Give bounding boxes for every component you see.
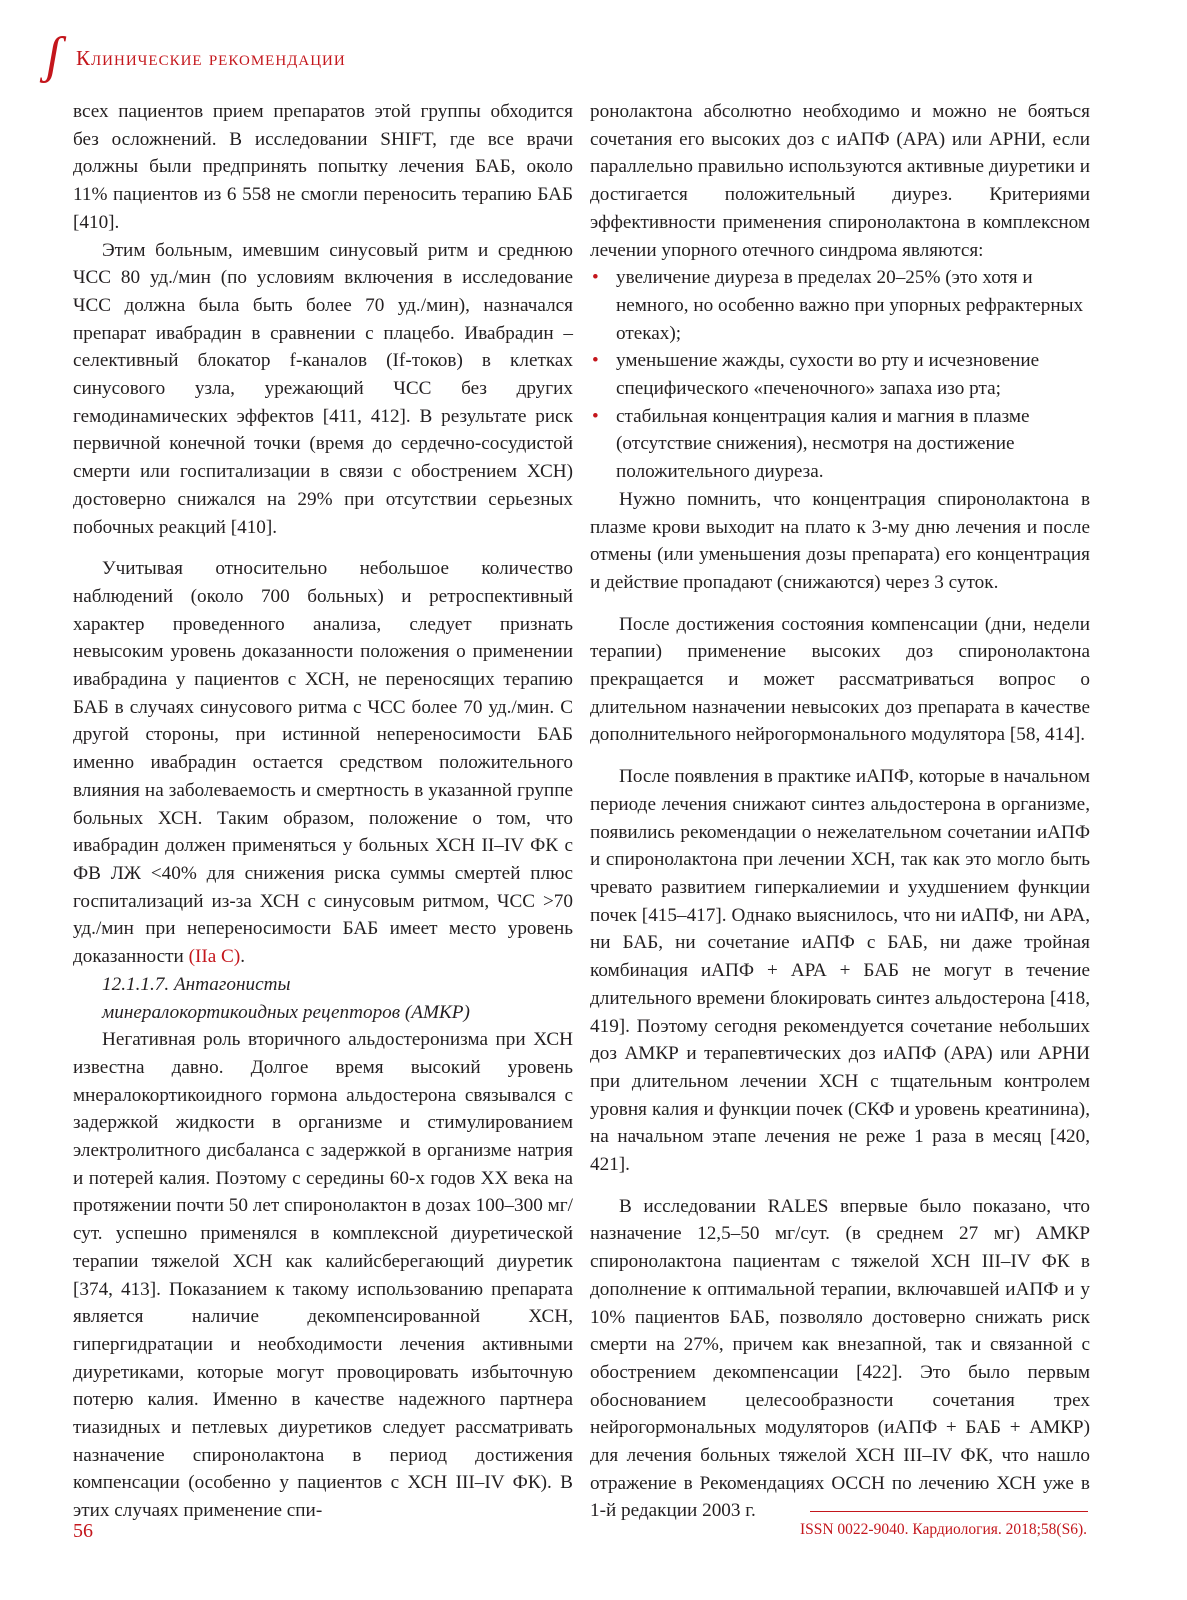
paragraph: После появления в практике иАПФ, которые в начальном периоде лечения снижают синтез альдостерона в организме, появились рекомендации о нежелательном сочетании иАПФ и спиронолактона при лечении ХСН, так как это могло быть чревато развитием гиперкалиемии и ухудшением функции почек [415–417]. Однако выяснилось, что ни иАПФ, ни АРА, ни БАБ, ни сочетание иАПФ с БАБ, ни даже тройная комбинация иАПФ + АРА + БАБ не могут в течение длительного времени блокировать синтез альдостерона [418, 419]. Поэтому сегодня рекомендуется сочетание небольших доз АМКР и терапевтических доз иАПФ (АРА) или АРНИ при длительном лечении ХСН с тщательным контролем уровня калия и функции почек (СКФ и уровень креатинина), на начальном этапе лечения не реже 1 раза в месяц [420, 421]. [590,766,1090,1176]
paragraph: Этим больным, имевшим синусовый ритм и среднюю ЧСС 80 уд./мин (по условиям включения в исследование ЧСС должна была быть более 70 уд./мин), назначался препарат ивабрадин в сравнении с плацебо. Ивабрадин – селективный блокатор f-каналов (If-токов) в клетках синусового узла, урежающий ЧСС без других гемодинамических эффектов [411, 412]. В результате риск первичной конечной точки (время до сердечно-сосудистой смерти или госпитализации в связи с обострением ХСН) достоверно снижался на 29% при отсутствии серьезных побочных реакций [410]. [73,239,573,538]
list-item: • увеличение диуреза в пределах 20–25% (это хотя и немного, но особенно важно при упорных рефрактерных отеках); [590,264,1090,347]
subheading-line: минералокортикоидных рецепторов (АМКР) [102,1001,470,1023]
paragraph: всех пациентов прием препаратов этой группы обходится без осложнений. В исследовании SHIFT, где все врачи должны были предпринять попытку лечения БАБ, около 11% пациентов из 6 558 не смогли переносить терапию БАБ [410]. [73,101,573,233]
page-number: 56 [73,1520,93,1542]
subheading-line: 12.1.1.7. Антагонисты [102,973,291,995]
section-logo-mark: ʃ [46,27,61,84]
paragraph [73,555,573,971]
list-item: • стабильная концентрация калия и магния в плазме (отсутствие снижения), несмотря на достижение положительного диуреза. [590,403,1090,486]
evidence-level-link[interactable]: (IIa C) [188,946,241,968]
left-column [73,98,573,1525]
paragraph: В исследовании RALES впервые было показано, что назначение 12,5–50 мг/сут. (в среднем 27 мг) АМКР спиронолактона пациентам с тяжелой ХСН III–IV ФК в дополнение к оптимальной терапии, включавшей иАПФ и у 10% пациентов БАБ, позволяло достоверно снижать риск смерти на 27%, причем как внезапной, так и связанной с обострением декомпенсации [422]. Это было первым обоснованием целесообразности сочетания трех нейрогормональных модуляторов (иАПФ + БАБ + АМКР) для лечения больных тяжелой ХСН III–IV ФК, что нашло отражение в Рекомендациях ОССН по лечению ХСН уже в 1-й редакции 2003 г. [590,1195,1090,1522]
paragraph: Негативная роль вторичного альдостеронизма при ХСН известна давно. Долгое время высокий уровень мнералокортикоидного гормона альдостерона связывался с задержкой жидкости в организме и стимулированием электролитного дисбаланса с задержкой в организме натрия и потерей калия. Поэтому с середины 60-х годов XX века на протяжении почти 50 лет спиронолактон в дозах 100–300 мг/сут. успешно применялся в комплексной диуретической терапии тяжелой ХСН как калийсберегающий диуретик [374, 413]. Показанием к такому использованию препарата является наличие декомпенсированной ХСН, гипергидратации и необходимости лечения активными диуретиками, которые могут провоцировать избыточную потерю калия. Именно в качестве надежного партнера тиазидных и петлевых диуретиков следует рассматривать назначение спиронолактона в период достижения компенсации (особенно у пациентов с ХСН III–IV ФК). В этих случаях применение спи- [73,1029,573,1522]
footer-divider [810,1511,1088,1512]
paragraph-text: Учитывая относительно небольшое количество наблюдений (около 700 больных) и ретроспективный характер проведенного анализа, следует признать невысоким уровень доказанности положения о применении ивабрадина у пациентов с ХСН, не переносящих терапию БАБ в случаях синусового ритма с ЧСС более 70 уд./мин. С другой стороны, при истинной непереносимости БАБ именно ивабрадин остается средством положительного влияния на заболеваемость и смертность в указанной группе больных ХСН. Таким образом, положение о том, что ивабрадин должен применяться у больных ХСН II–IV ФК с ФВ ЛЖ <40% для снижения риска суммы смертей плюс госпитализаций из-за ХСН с синусовым ритмом, ЧСС >70 уд./мин при непереносимости БАБ имеет место уровень доказанности [73,558,573,968]
list-item: • уменьшение жажды, сухости во рту и исчезновение специфического «печеночного» запаха изо рта; [590,347,1090,402]
header-title: Клинические рекомендации [76,46,346,70]
journal-citation: ISSN 0022-9040. Кардиология. 2018;58(S6). [799,1521,1087,1538]
paragraph-end: . [240,946,246,968]
section-subheading [73,971,573,1026]
paragraph: Нужно помнить, что концентрация спиронолактона в плазме крови выходит на плато к 3-му дню лечения и после отмены (или уменьшения дозы препарата) его концентрация и действие пропадают (снижаются) через 3 суток. [590,488,1090,593]
right-column [590,98,1090,1525]
paragraph: ронолактона абсолютно необходимо и можно не бояться сочетания его высоких доз с иАПФ (АРА) или АРНИ, если параллельно правильно используются активные диуретики и достигается положительный диурез. Критериями эффективности применения спиронолактона в комплексном лечении упорного отечного синдрома являются: [590,101,1090,261]
criteria-list [590,264,1090,486]
paragraph: После достижения состояния компенсации (дни, недели терапии) применение высоких доз спиронолактона прекращается и может рассматриваться вопрос о длительном назначении невысоких доз препарата в качестве дополнительного нейрогормонального модулятора [58, 414]. [590,613,1090,746]
